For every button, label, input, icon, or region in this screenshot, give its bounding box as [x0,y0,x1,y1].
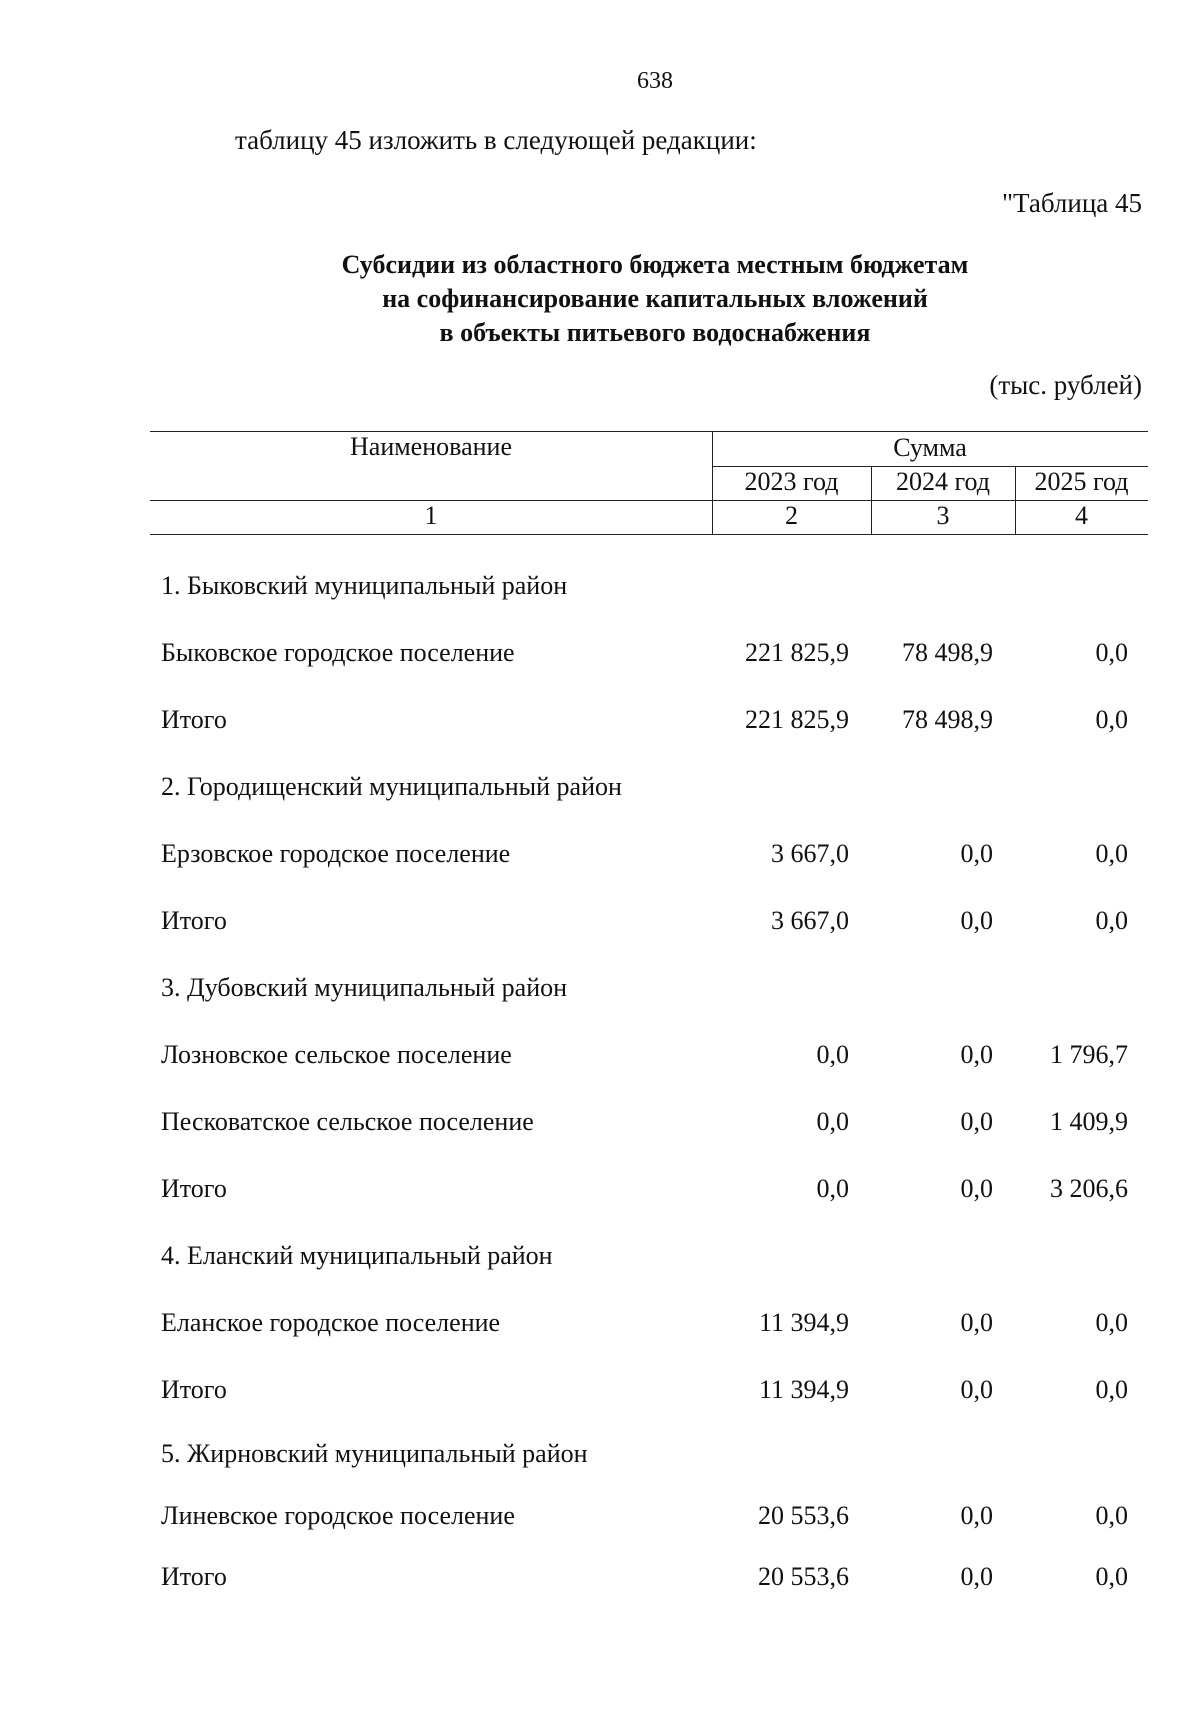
table-row [0,1308,1200,1342]
value-2025: 1 796,7 [1050,1040,1128,1069]
row-name: Линевское городское поселение [161,1501,515,1530]
row-name: Ерзовское городское поселение [161,839,511,868]
header-col-number: 4 [1075,501,1088,530]
title-line: в объекты питьевого водоснабжения [439,318,871,347]
value-2023: 0,0 [816,1107,849,1136]
value-2023: 20 553,6 [758,1562,849,1591]
value-2024: 0,0 [960,906,993,935]
value-2023: 3 667,0 [771,906,849,935]
units-label: (тыс. рублей) [989,370,1142,400]
value-2023: 11 394,9 [758,1375,849,1404]
table-row [0,1040,1200,1074]
header-year-2023: 2023 год [744,467,839,496]
table-title [0,248,1200,350]
value-2023: 3 667,0 [771,839,849,868]
value-2025: 0,0 [1095,906,1128,935]
table-reference: "Таблица 45 [1002,188,1142,218]
table-row [0,839,1200,873]
table-row [0,1562,1200,1596]
value-2024: 0,0 [960,1375,993,1404]
value-2024: 0,0 [960,1501,993,1530]
row-name: Лозновское сельское поселение [161,1040,512,1069]
value-2025: 0,0 [1095,1501,1128,1530]
value-2023: 221 825,9 [745,638,849,667]
row-name: 4. Еланский муниципальный район [161,1241,553,1270]
header-sum: Сумма [893,433,967,462]
table-row [0,1375,1200,1409]
table-row [0,906,1200,940]
header-col-number: 3 [936,501,950,530]
value-2024: 0,0 [960,839,993,868]
table-row [0,1241,1200,1275]
table-row [0,1174,1200,1208]
header-year-2025: 2025 год [1034,467,1129,496]
header-name: Наименование [350,432,512,461]
row-name: 3. Дубовский муниципальный район [161,973,568,1002]
value-2024: 0,0 [960,1040,993,1069]
table-row [0,973,1200,1007]
value-2024: 0,0 [960,1562,993,1591]
row-name: Итого [161,1562,227,1591]
value-2023: 0,0 [816,1040,849,1069]
row-name: 5. Жирновский муниципальный район [161,1439,588,1468]
title-line: Субсидии из областного бюджета местным бюджетам [341,250,969,279]
header-col-number: 2 [785,501,798,530]
value-2024: 0,0 [960,1308,993,1337]
value-2024: 78 498,9 [902,705,993,734]
value-2025: 0,0 [1095,1308,1128,1337]
value-2025: 0,0 [1095,638,1128,667]
value-2025: 3 206,6 [1050,1174,1128,1203]
table-row [0,1439,1200,1473]
value-2025: 0,0 [1095,1562,1128,1591]
value-2024: 78 498,9 [902,638,993,667]
value-2025: 0,0 [1095,1375,1128,1404]
value-2023: 20 553,6 [758,1501,849,1530]
row-name: Быковское городское поселение [161,638,515,667]
row-name: 2. Городищенский муниципальный район [161,772,622,801]
table-row [0,1501,1200,1535]
value-2023: 11 394,9 [758,1308,849,1337]
header-col-number: 1 [424,501,438,530]
row-name: Итого [161,1174,227,1203]
row-name: Итого [161,705,227,734]
value-2023: 221 825,9 [745,705,849,734]
row-name: 1. Быковский муниципальный район [161,571,568,600]
row-name: Еланское городское поселение [161,1308,501,1337]
title-line: на софинансирование капитальных вложений [382,284,928,313]
row-name: Итого [161,906,227,935]
table-row [0,571,1200,605]
value-2024: 0,0 [960,1107,993,1136]
header-year-2024: 2024 год [896,467,990,496]
page-number: 638 [637,68,673,94]
value-2025: 0,0 [1095,839,1128,868]
value-2024: 0,0 [960,1174,993,1203]
value-2023: 0,0 [816,1174,849,1203]
value-2025: 1 409,9 [1050,1107,1128,1136]
table-row [0,638,1200,672]
value-2025: 0,0 [1095,705,1128,734]
row-name: Песковатское сельское поселение [161,1107,534,1136]
intro-text: таблицу 45 изложить в следующей редакции: [235,125,757,155]
row-name: Итого [161,1375,227,1404]
header-bottom-rule [150,534,1148,535]
table-row [0,1107,1200,1141]
table-row [0,705,1200,739]
table-row [0,772,1200,806]
